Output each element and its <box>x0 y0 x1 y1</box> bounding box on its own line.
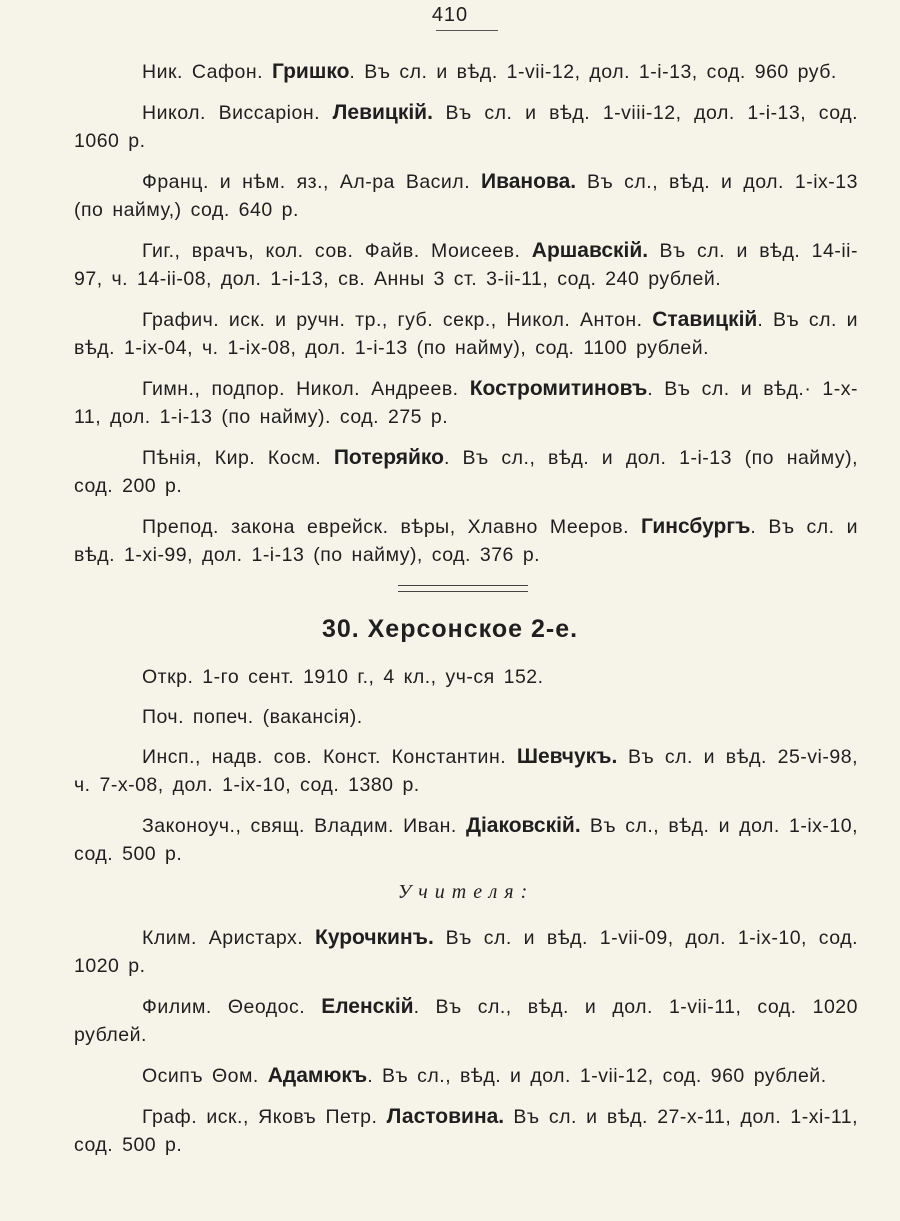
entry-text: Пѣнія, Кир. Косм. <box>142 447 334 469</box>
entry-text: . Въ сл., вѣд. и дол. 1-vii-11, сод. 1020 рублей. <box>74 996 858 1046</box>
entry-text: . Въ сл., вѣд. и дол. 1-i-13 (по найму), сод. 200 р. <box>74 447 858 497</box>
staff-surname: Гришко <box>271 60 350 83</box>
entry-text: . Въ сл. и вѣд. 1-ix-04, ч. 1-ix-08, дол. 1-i-13 (по найму), сод. 1100 рублей. <box>74 309 858 359</box>
staff-entry <box>74 99 858 155</box>
staff-entry <box>74 993 858 1049</box>
entry-text: Филим. Θеодос. <box>142 996 322 1018</box>
entry-text: Ник. Сафон. <box>142 61 272 83</box>
entry-text: Препод. закона еврейск. вѣры, Хлавно Мееров. <box>142 516 642 538</box>
staff-surname: Левицкій. <box>332 101 433 124</box>
staff-surname: Адамюкъ <box>267 1064 368 1087</box>
staff-entry <box>74 513 858 569</box>
staff-surname: Курочкинъ. <box>315 926 434 949</box>
entry-text: Откр. 1-го сент. 1910 г., 4 кл., уч-ся 152. <box>142 666 544 688</box>
page-number: 410 <box>431 4 469 26</box>
staff-entry <box>74 306 858 362</box>
entry-text: . Въ сл. и вѣд. 1-vii-12, дол. 1-i-13, сод. 960 руб. <box>349 61 837 83</box>
staff-surname: Ластовина. <box>386 1105 505 1128</box>
entry-text: . Въ сл., вѣд. и дол. 1-vii-12, сод. 960 рублей. <box>367 1065 827 1087</box>
entry-text: Гимн., подпор. Никол. Андреев. <box>142 378 470 400</box>
entry-text: Осипъ Θом. <box>142 1065 268 1087</box>
entry-text: Граф. иск., Яковъ Петр. <box>142 1106 387 1128</box>
page-number-rule <box>436 30 498 31</box>
staff-entry <box>74 1103 858 1159</box>
entry-text: Въ сл. и вѣд. 1-viii-12, дол. 1-i-13, сод. 1060 р. <box>74 102 858 152</box>
staff-entry <box>74 924 858 980</box>
staff-surname: Гинсбургъ <box>641 515 751 538</box>
staff-entry <box>74 812 858 868</box>
staff-list-top <box>74 58 858 582</box>
staff-surname: Аршавскій. <box>531 239 649 262</box>
school-info-entry <box>74 703 858 731</box>
entry-text: Законоуч., свящ. Владим. Иван. <box>142 815 466 837</box>
entry-text: Въ сл. и вѣд. 25-vi-98, ч. 7-x-08, дол. 1-ix-10, сод. 1380 р. <box>74 746 858 796</box>
entry-text: Франц. и нѣм. яз., Ал-ра Васил. <box>142 171 482 193</box>
staff-entry <box>74 168 858 224</box>
entry-text: Въ сл. и вѣд. 27-x-11, дол. 1-xi-11, сод. 500 р. <box>74 1106 858 1156</box>
entry-text: Въ сл. и вѣд. 14-ii-97, ч. 14-ii-08, дол. 1-i-13, св. Анны 3 ст. 3-ii-11, сод. 240 рублей. <box>74 240 858 290</box>
staff-surname: Ставицкій <box>652 308 758 331</box>
entry-text: Въ сл., вѣд. и дол. 1-ix-10, сод. 500 р. <box>74 815 858 865</box>
entry-text: Въ сл., вѣд. и дол. 1-ix-13 (по найму,) сод. 640 р. <box>74 171 858 221</box>
entry-text: Клим. Аристарх. <box>142 927 315 949</box>
school-section <box>74 663 858 1172</box>
staff-surname: Діаковскій. <box>465 814 581 837</box>
entry-text: Никол. Виссаріон. <box>142 102 333 124</box>
school-info-entry <box>74 663 858 691</box>
entry-text: Гиг., врачъ, кол. сов. Файв. Моисеев. <box>142 240 532 262</box>
staff-surname: Шевчукъ. <box>516 745 618 768</box>
section-divider <box>398 585 528 592</box>
staff-surname: Потеряйко <box>333 446 444 469</box>
staff-entry <box>74 375 858 431</box>
staff-surname: Костромитиновъ <box>469 377 648 400</box>
staff-entry <box>74 444 858 500</box>
entry-text: . Въ сл. и вѣд. 1-xi-99, дол. 1-i-13 (по найму), сод. 376 р. <box>74 516 858 566</box>
section-title: 30. Херсонское 2-е. <box>321 615 579 643</box>
teachers-subheading: Учителя: <box>397 881 535 903</box>
entry-text: Графич. иск. и ручн. тр., губ. секр., Никол. Антон. <box>142 309 653 331</box>
entry-text: . Въ сл. и вѣд.· 1-x-11, дол. 1-i-13 (по найму). сод. 275 р. <box>74 378 858 428</box>
entry-text: Въ сл. и вѣд. 1-vii-09, дол. 1-ix-10, сод. 1020 р. <box>74 927 858 977</box>
staff-surname: Еленскій <box>321 995 414 1018</box>
entry-text: Поч. попеч. (вакансія). <box>142 706 363 728</box>
entry-text: Инсп., надв. сов. Конст. Константин. <box>142 746 517 768</box>
staff-entry <box>74 237 858 293</box>
staff-surname: Иванова. <box>481 170 577 193</box>
staff-entry <box>74 1062 858 1090</box>
staff-entry <box>74 58 858 86</box>
staff-entry <box>74 743 858 799</box>
